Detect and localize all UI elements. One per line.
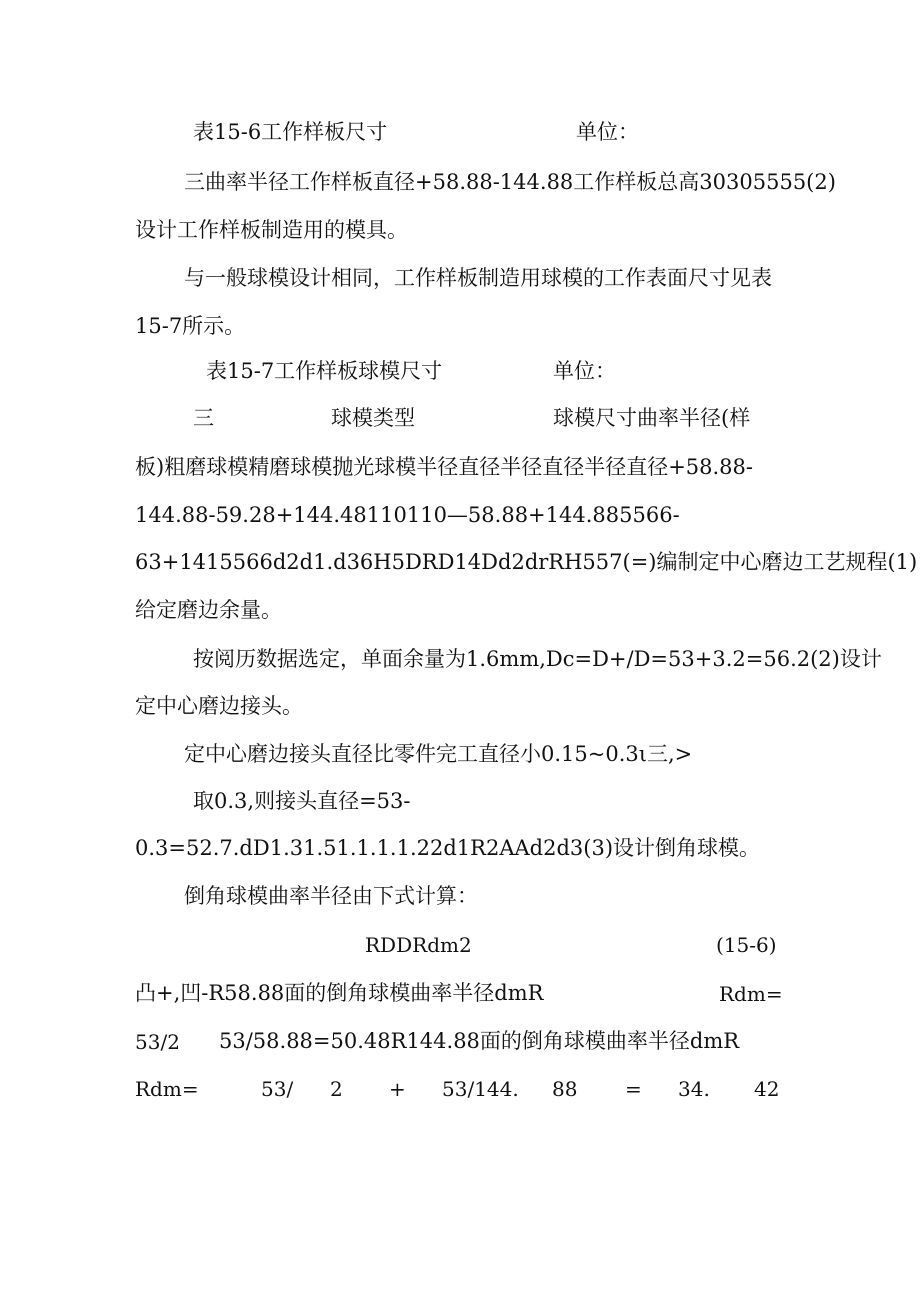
paragraph-line: 144.88-59.28+144.48110110—58.88+144.885566-: [135, 503, 680, 527]
table-cell: 三: [193, 406, 214, 430]
table-cell: 球模尺寸曲率半径(样: [553, 406, 751, 430]
formula-part: 42: [754, 1077, 780, 1101]
table-15-7-caption: 表15-7工作样板球模尺寸: [206, 359, 443, 383]
formula-part: 88: [552, 1077, 578, 1101]
paragraph-line: 定中心磨边接头。: [135, 694, 303, 718]
formula-part: +: [389, 1077, 406, 1101]
unit-label: 单位：: [576, 120, 639, 144]
formula-part: 53/144.: [442, 1077, 519, 1101]
formula-part: 53/: [261, 1077, 294, 1101]
formula-part: =: [625, 1077, 642, 1101]
paragraph-line: 给定磨边余量。: [135, 598, 282, 622]
formula-part: 2: [330, 1077, 343, 1101]
paragraph-line: 按阅历数据选定，单面余量为1.6mm,Dc=D+/D=53+3.2=56.2(2)设计: [193, 647, 882, 671]
paragraph-line: 取0.3,则接头直径=53-: [193, 789, 411, 813]
paragraph-line: 倒角球模曲率半径由下式计算：: [184, 884, 478, 908]
paragraph-line: 0.3=52.7.dD1.31.51.1.1.1.22d1R2AAd2d3(3)设计倒角球模。: [135, 836, 761, 860]
formula: RDDRdm2: [365, 933, 472, 957]
formula-label: Rdm=: [719, 982, 783, 1006]
paragraph-line: 与一般球模设计相同，工作样板制造用球模的工作表面尺寸见表: [184, 266, 772, 290]
formula-part: 53/2: [135, 1030, 180, 1054]
paragraph-line: 三曲率半径工作样板直径+58.88-144.88工作样板总高30305555(2): [184, 170, 836, 194]
formula-part: Rdm=: [135, 1077, 199, 1101]
paragraph-line: 板)粗磨球模精磨球模抛光球模半径直径半径直径半径直径+58.88-: [135, 455, 754, 479]
paragraph-line: 63+1415566d2d1.d36H5DRD14Dd2drRH557(=)编制定中心磨边工艺规程(1): [135, 550, 918, 574]
table-15-6-caption: 表15-6工作样板尺寸: [193, 120, 388, 144]
paragraph-line: 设计工作样板制造用的模具。: [135, 218, 408, 242]
table-cell: 球模类型: [331, 406, 415, 430]
formula-part: 34.: [678, 1077, 710, 1101]
paragraph-line: 53/58.88=50.48R144.88面的倒角球模曲率半径dmR: [219, 1029, 740, 1053]
unit-label: 单位：: [553, 359, 616, 383]
paragraph-line: 定中心磨边接头直径比零件完工直径小0.15~0.3ι三,>: [184, 742, 693, 766]
paragraph-line: 凸+,凹-R58.88面的倒角球模曲率半径dmR: [135, 981, 544, 1005]
paragraph-line: 15-7所示。: [135, 314, 246, 338]
equation-number: (15-6): [716, 933, 777, 957]
